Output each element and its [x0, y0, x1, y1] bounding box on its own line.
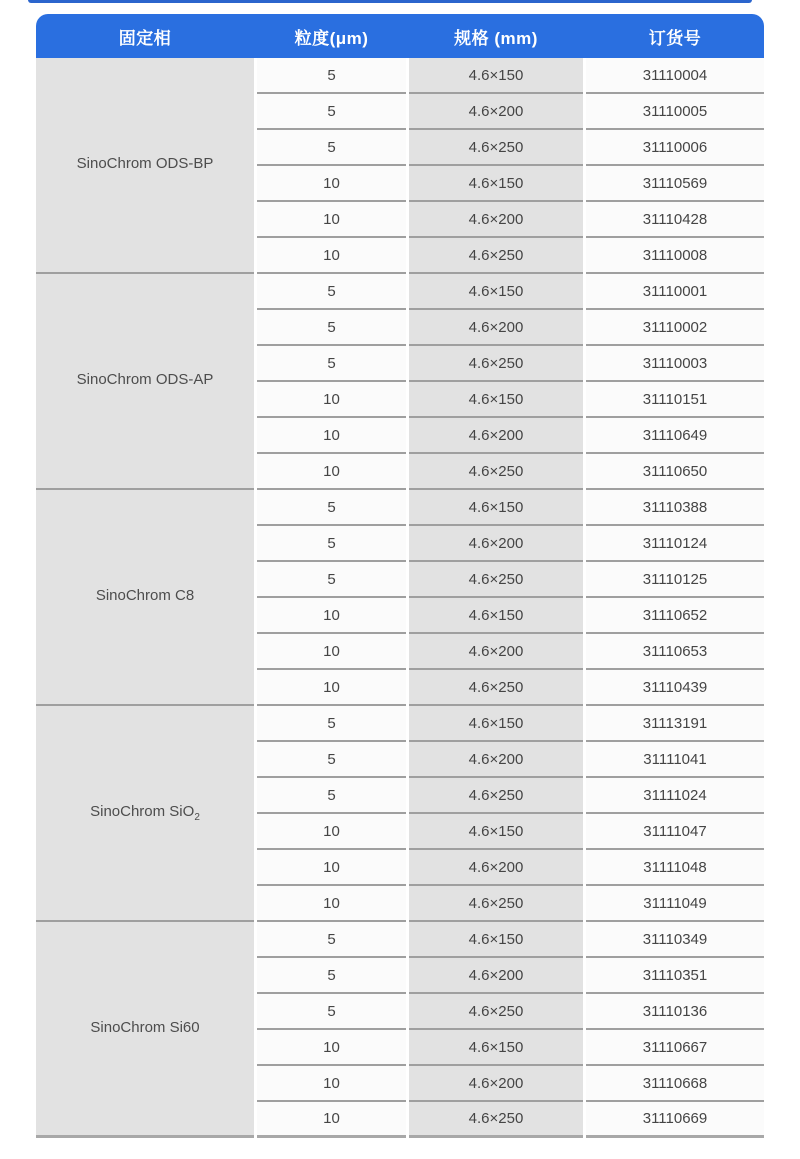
table-group — [36, 58, 764, 274]
spec-cell: 4.6×150 — [409, 490, 583, 526]
particle-size-cell: 10 — [257, 418, 406, 454]
particle-size-cell: 5 — [257, 958, 406, 994]
order-number-cell: 31111049 — [586, 886, 764, 922]
order-number-cell: 31110428 — [586, 202, 764, 238]
particle-size-cell: 5 — [257, 526, 406, 562]
spec-cell: 4.6×200 — [409, 1066, 583, 1102]
top-accent-bar — [28, 0, 752, 3]
order-number-cell: 31110569 — [586, 166, 764, 202]
order-number-cell: 31110124 — [586, 526, 764, 562]
order-number-cell: 31110351 — [586, 958, 764, 994]
particle-size-cell: 10 — [257, 166, 406, 202]
spec-cell: 4.6×200 — [409, 634, 583, 670]
spec-cell: 4.6×150 — [409, 58, 583, 94]
particle-size-cell: 10 — [257, 1102, 406, 1138]
stationary-phase-name: SinoChrom SiO$_2$ — [90, 803, 200, 823]
spec-cell: 4.6×250 — [409, 562, 583, 598]
order-number-cell: 31110001 — [586, 274, 764, 310]
stationary-phase-name: SinoChrom Si60 — [90, 1018, 200, 1036]
particle-size-cell: 5 — [257, 742, 406, 778]
spec-cell: 4.6×200 — [409, 850, 583, 886]
spec-cell: 4.6×250 — [409, 886, 583, 922]
order-number-cell: 31113191 — [586, 706, 764, 742]
column-header-spec: 规格 (mm) — [454, 28, 538, 48]
particle-size-cell: 5 — [257, 778, 406, 814]
particle-size-cell: 10 — [257, 454, 406, 490]
spec-cell: 4.6×150 — [409, 382, 583, 418]
stationary-phase-cell — [36, 490, 254, 706]
particle-size-cell: 10 — [257, 202, 406, 238]
spec-cell: 4.6×250 — [409, 778, 583, 814]
spec-cell: 4.6×200 — [409, 958, 583, 994]
product-table — [36, 14, 764, 1138]
particle-size-cell: 5 — [257, 58, 406, 94]
particle-size-cell: 10 — [257, 382, 406, 418]
spec-cell: 4.6×200 — [409, 742, 583, 778]
spec-cell: 4.6×150 — [409, 274, 583, 310]
spec-cell: 4.6×150 — [409, 166, 583, 202]
order-number-cell: 31110652 — [586, 598, 764, 634]
stationary-phase-cell — [36, 58, 254, 274]
column-header-order-number: 订货号 — [648, 28, 702, 48]
order-number-cell: 31110005 — [586, 94, 764, 130]
spec-cell: 4.6×150 — [409, 598, 583, 634]
order-number-cell: 31110649 — [586, 418, 764, 454]
spec-cell: 4.6×250 — [409, 1102, 583, 1138]
particle-size-cell: 5 — [257, 490, 406, 526]
table-group — [36, 922, 764, 1138]
spec-cell: 4.6×250 — [409, 346, 583, 382]
particle-size-cell: 10 — [257, 850, 406, 886]
order-number-cell: 31111047 — [586, 814, 764, 850]
particle-size-cell: 5 — [257, 274, 406, 310]
particle-size-cell: 10 — [257, 1030, 406, 1066]
particle-size-cell: 10 — [257, 886, 406, 922]
order-number-cell: 31111048 — [586, 850, 764, 886]
stationary-phase-name: SinoChrom ODS-BP — [76, 155, 214, 172]
order-number-cell: 31110653 — [586, 634, 764, 670]
order-number-cell: 31111024 — [586, 778, 764, 814]
particle-size-cell: 10 — [257, 598, 406, 634]
spec-cell: 4.6×250 — [409, 130, 583, 166]
column-header-particle-size: 粒度(μm) — [294, 28, 369, 48]
spec-cell: 4.6×200 — [409, 202, 583, 238]
particle-size-cell: 10 — [257, 814, 406, 850]
spec-cell: 4.6×250 — [409, 670, 583, 706]
order-number-cell: 31110349 — [586, 922, 764, 958]
particle-size-cell: 5 — [257, 562, 406, 598]
spec-cell: 4.6×150 — [409, 1030, 583, 1066]
particle-size-cell: 5 — [257, 706, 406, 742]
particle-size-cell: 10 — [257, 1066, 406, 1102]
table-header-row — [36, 14, 764, 58]
particle-size-cell: 5 — [257, 346, 406, 382]
order-number-cell: 31110136 — [586, 994, 764, 1030]
particle-size-cell: 5 — [257, 994, 406, 1030]
order-number-cell: 31110008 — [586, 238, 764, 274]
table-group — [36, 706, 764, 922]
column-header-stationary-phase: 固定相 — [118, 28, 172, 48]
particle-size-cell: 5 — [257, 310, 406, 346]
stationary-phase-cell — [36, 706, 254, 922]
particle-size-cell: 5 — [257, 922, 406, 958]
particle-size-cell: 5 — [257, 130, 406, 166]
order-number-cell: 31110439 — [586, 670, 764, 706]
particle-size-cell: 10 — [257, 634, 406, 670]
table-body — [36, 58, 764, 1138]
spec-cell: 4.6×150 — [409, 706, 583, 742]
order-number-cell: 31110650 — [586, 454, 764, 490]
spec-cell: 4.6×250 — [409, 994, 583, 1030]
stationary-phase-cell — [36, 922, 254, 1138]
order-number-cell: 31110388 — [586, 490, 764, 526]
order-number-cell: 31110002 — [586, 310, 764, 346]
spec-cell: 4.6×200 — [409, 310, 583, 346]
particle-size-cell: 10 — [257, 670, 406, 706]
table-group — [36, 274, 764, 490]
order-number-cell: 31110669 — [586, 1102, 764, 1138]
stationary-phase-name: SinoChrom C8 — [95, 587, 195, 604]
spec-cell: 4.6×150 — [409, 922, 583, 958]
particle-size-cell: 5 — [257, 94, 406, 130]
stationary-phase-cell — [36, 274, 254, 490]
order-number-cell: 31110125 — [586, 562, 764, 598]
order-number-cell: 31110151 — [586, 382, 764, 418]
order-number-cell: 31110003 — [586, 346, 764, 382]
spec-cell: 4.6×200 — [409, 526, 583, 562]
stationary-phase-name: SinoChrom ODS-AP — [76, 371, 214, 388]
order-number-cell: 31110668 — [586, 1066, 764, 1102]
order-number-cell: 31111041 — [586, 742, 764, 778]
spec-cell: 4.6×150 — [409, 814, 583, 850]
order-number-cell: 31110004 — [586, 58, 764, 94]
order-number-cell: 31110667 — [586, 1030, 764, 1066]
particle-size-cell: 10 — [257, 238, 406, 274]
table-group — [36, 490, 764, 706]
spec-cell: 4.6×250 — [409, 454, 583, 490]
spec-cell: 4.6×250 — [409, 238, 583, 274]
spec-cell: 4.6×200 — [409, 94, 583, 130]
spec-cell: 4.6×200 — [409, 418, 583, 454]
order-number-cell: 31110006 — [586, 130, 764, 166]
